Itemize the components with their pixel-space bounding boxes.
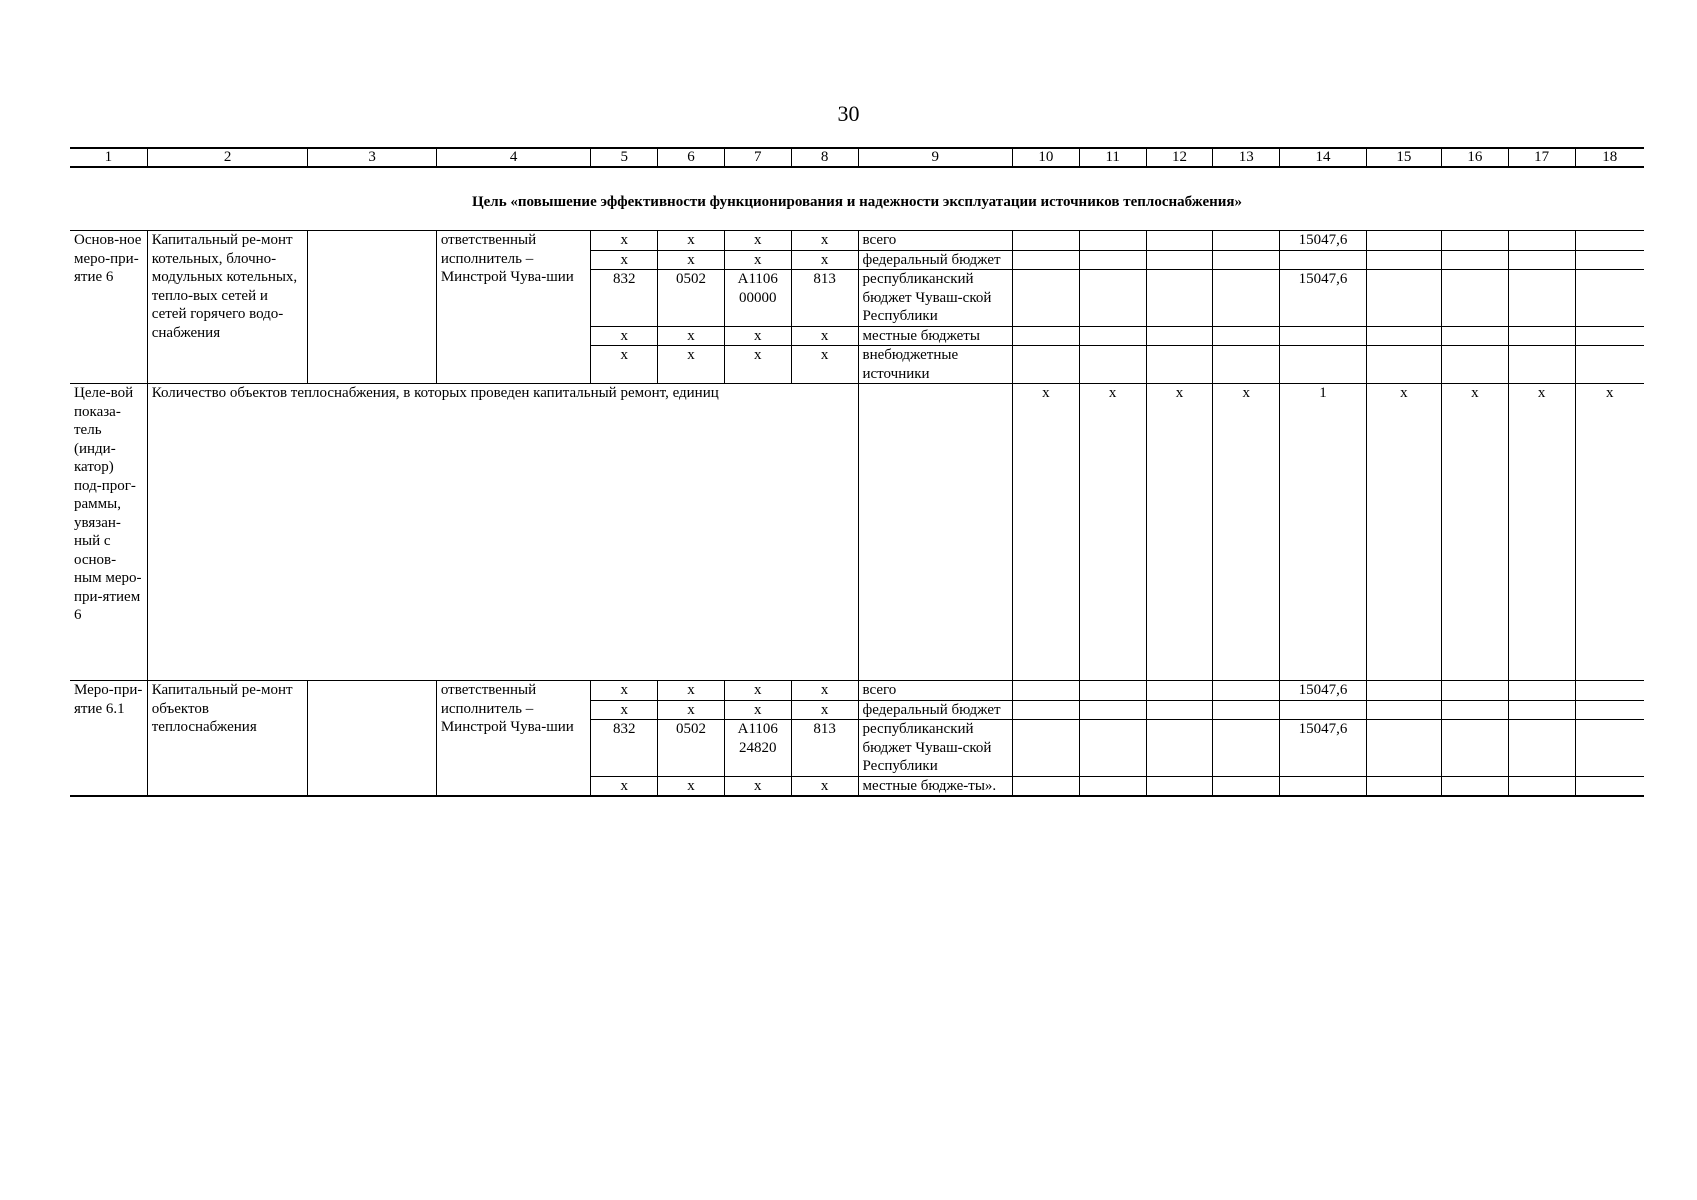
- table-cell: x: [591, 250, 658, 270]
- funding-source: федеральный бюджет: [858, 250, 1012, 270]
- table-cell: x: [791, 681, 858, 701]
- indicator-text: Количество объектов теплоснабжения, в которых проведен капитальный ремонт, единиц: [147, 384, 858, 681]
- budget-table: [70, 147, 1644, 797]
- column-header: 8: [791, 148, 858, 167]
- indicator-value: x: [1146, 384, 1213, 681]
- table-cell: x: [724, 250, 791, 270]
- table-cell: x: [591, 700, 658, 720]
- column-header: 1: [70, 148, 147, 167]
- indicator-row: [70, 384, 1644, 681]
- goal-title: Цель «повышение эффективности функционирования и надежности эксплуатации источников теплоснабжения»: [70, 167, 1644, 231]
- indicator-value: x: [1012, 384, 1079, 681]
- column-header: 11: [1079, 148, 1146, 167]
- column-header: 3: [308, 148, 436, 167]
- table-cell: x: [658, 250, 725, 270]
- table-cell: x: [591, 231, 658, 251]
- table-cell: x: [658, 231, 725, 251]
- page-number: 30: [837, 101, 860, 126]
- goal-row: [70, 167, 1644, 231]
- event-name: Капитальный ре-монт котельных, блочно-модульных котельных, тепло-вых сетей и сетей горячего водо-снабжения: [147, 231, 308, 384]
- column-header: 15: [1366, 148, 1441, 167]
- table-cell: x: [724, 346, 791, 384]
- funding-source: республиканский бюджет Чуваш-ской Республики: [858, 270, 1012, 327]
- amount-cell: 15047,6: [1280, 231, 1367, 251]
- table-cell: 832: [591, 270, 658, 327]
- column-header: 4: [436, 148, 590, 167]
- table-cell: 813: [791, 720, 858, 777]
- indicator-label: Целе-вой показа-тель (инди-катор) под-прог-раммы, увязан-ный с основ-ным меро-при-ятием 6: [70, 384, 147, 681]
- event-col3: [308, 231, 436, 384]
- column-header: 12: [1146, 148, 1213, 167]
- amount-cell: 15047,6: [1280, 681, 1367, 701]
- table-cell: x: [791, 776, 858, 796]
- amount-cell: 15047,6: [1280, 270, 1367, 327]
- table-cell: x: [591, 326, 658, 346]
- event-type: Основ-ное меро-при-ятие 6: [70, 231, 147, 384]
- table-cell: [858, 384, 1012, 681]
- indicator-value: x: [1575, 384, 1644, 681]
- event-name: Капитальный ре-монт объектов теплоснабжения: [147, 681, 308, 797]
- table-cell: А1106 24820: [724, 720, 791, 777]
- table-cell: 813: [791, 270, 858, 327]
- column-header: 5: [591, 148, 658, 167]
- column-header: 13: [1213, 148, 1280, 167]
- table-cell: x: [591, 346, 658, 384]
- column-header: 2: [147, 148, 308, 167]
- funding-source: всего: [858, 231, 1012, 251]
- funding-source: местные бюджеты: [858, 326, 1012, 346]
- funding-source: республиканский бюджет Чуваш-ской Республики: [858, 720, 1012, 777]
- column-header: 14: [1280, 148, 1367, 167]
- table-cell: 0502: [658, 270, 725, 327]
- indicator-value: x: [1213, 384, 1280, 681]
- table-cell: x: [724, 231, 791, 251]
- table-cell: x: [658, 681, 725, 701]
- table-cell: x: [658, 700, 725, 720]
- column-header: 18: [1575, 148, 1644, 167]
- table-cell: x: [791, 700, 858, 720]
- table-cell: x: [658, 776, 725, 796]
- amount-cell: [1280, 250, 1367, 270]
- funding-source: федеральный бюджет: [858, 700, 1012, 720]
- column-header: 17: [1508, 148, 1575, 167]
- column-header: 7: [724, 148, 791, 167]
- table-row: [70, 231, 1644, 251]
- column-number-row: [70, 148, 1644, 167]
- table-cell: x: [791, 231, 858, 251]
- table-cell: x: [591, 776, 658, 796]
- amount-cell: 15047,6: [1280, 720, 1367, 777]
- indicator-value: x: [1366, 384, 1441, 681]
- indicator-value: x: [1079, 384, 1146, 681]
- table-cell: x: [791, 326, 858, 346]
- event-col3: [308, 681, 436, 797]
- column-header: 10: [1012, 148, 1079, 167]
- indicator-value: x: [1508, 384, 1575, 681]
- table-cell: А1106 00000: [724, 270, 791, 327]
- indicator-value: x: [1441, 384, 1508, 681]
- event-executor: ответственный исполнитель – Минстрой Чува-шии: [436, 681, 590, 797]
- funding-source: местные бюдже-ты».: [858, 776, 1012, 796]
- table-cell: 832: [591, 720, 658, 777]
- table-cell: x: [724, 681, 791, 701]
- table-cell: x: [791, 250, 858, 270]
- column-header: 9: [858, 148, 1012, 167]
- table-cell: x: [591, 681, 658, 701]
- table-cell: x: [724, 326, 791, 346]
- table-cell: 0502: [658, 720, 725, 777]
- amount-cell: [1280, 776, 1367, 796]
- amount-cell: [1280, 346, 1367, 384]
- table-row: [70, 681, 1644, 701]
- funding-source: всего: [858, 681, 1012, 701]
- table-cell: x: [791, 346, 858, 384]
- table-cell: x: [724, 776, 791, 796]
- amount-cell: [1280, 326, 1367, 346]
- column-header: 16: [1441, 148, 1508, 167]
- funding-source: внебюджетные источники: [858, 346, 1012, 384]
- event-executor: ответственный исполнитель – Минстрой Чува-шии: [436, 231, 590, 384]
- table-cell: x: [724, 700, 791, 720]
- column-header: 6: [658, 148, 725, 167]
- indicator-value: 1: [1280, 384, 1367, 681]
- amount-cell: [1280, 700, 1367, 720]
- event-type: Меро-при-ятие 6.1: [70, 681, 147, 797]
- table-cell: x: [658, 326, 725, 346]
- table-cell: x: [658, 346, 725, 384]
